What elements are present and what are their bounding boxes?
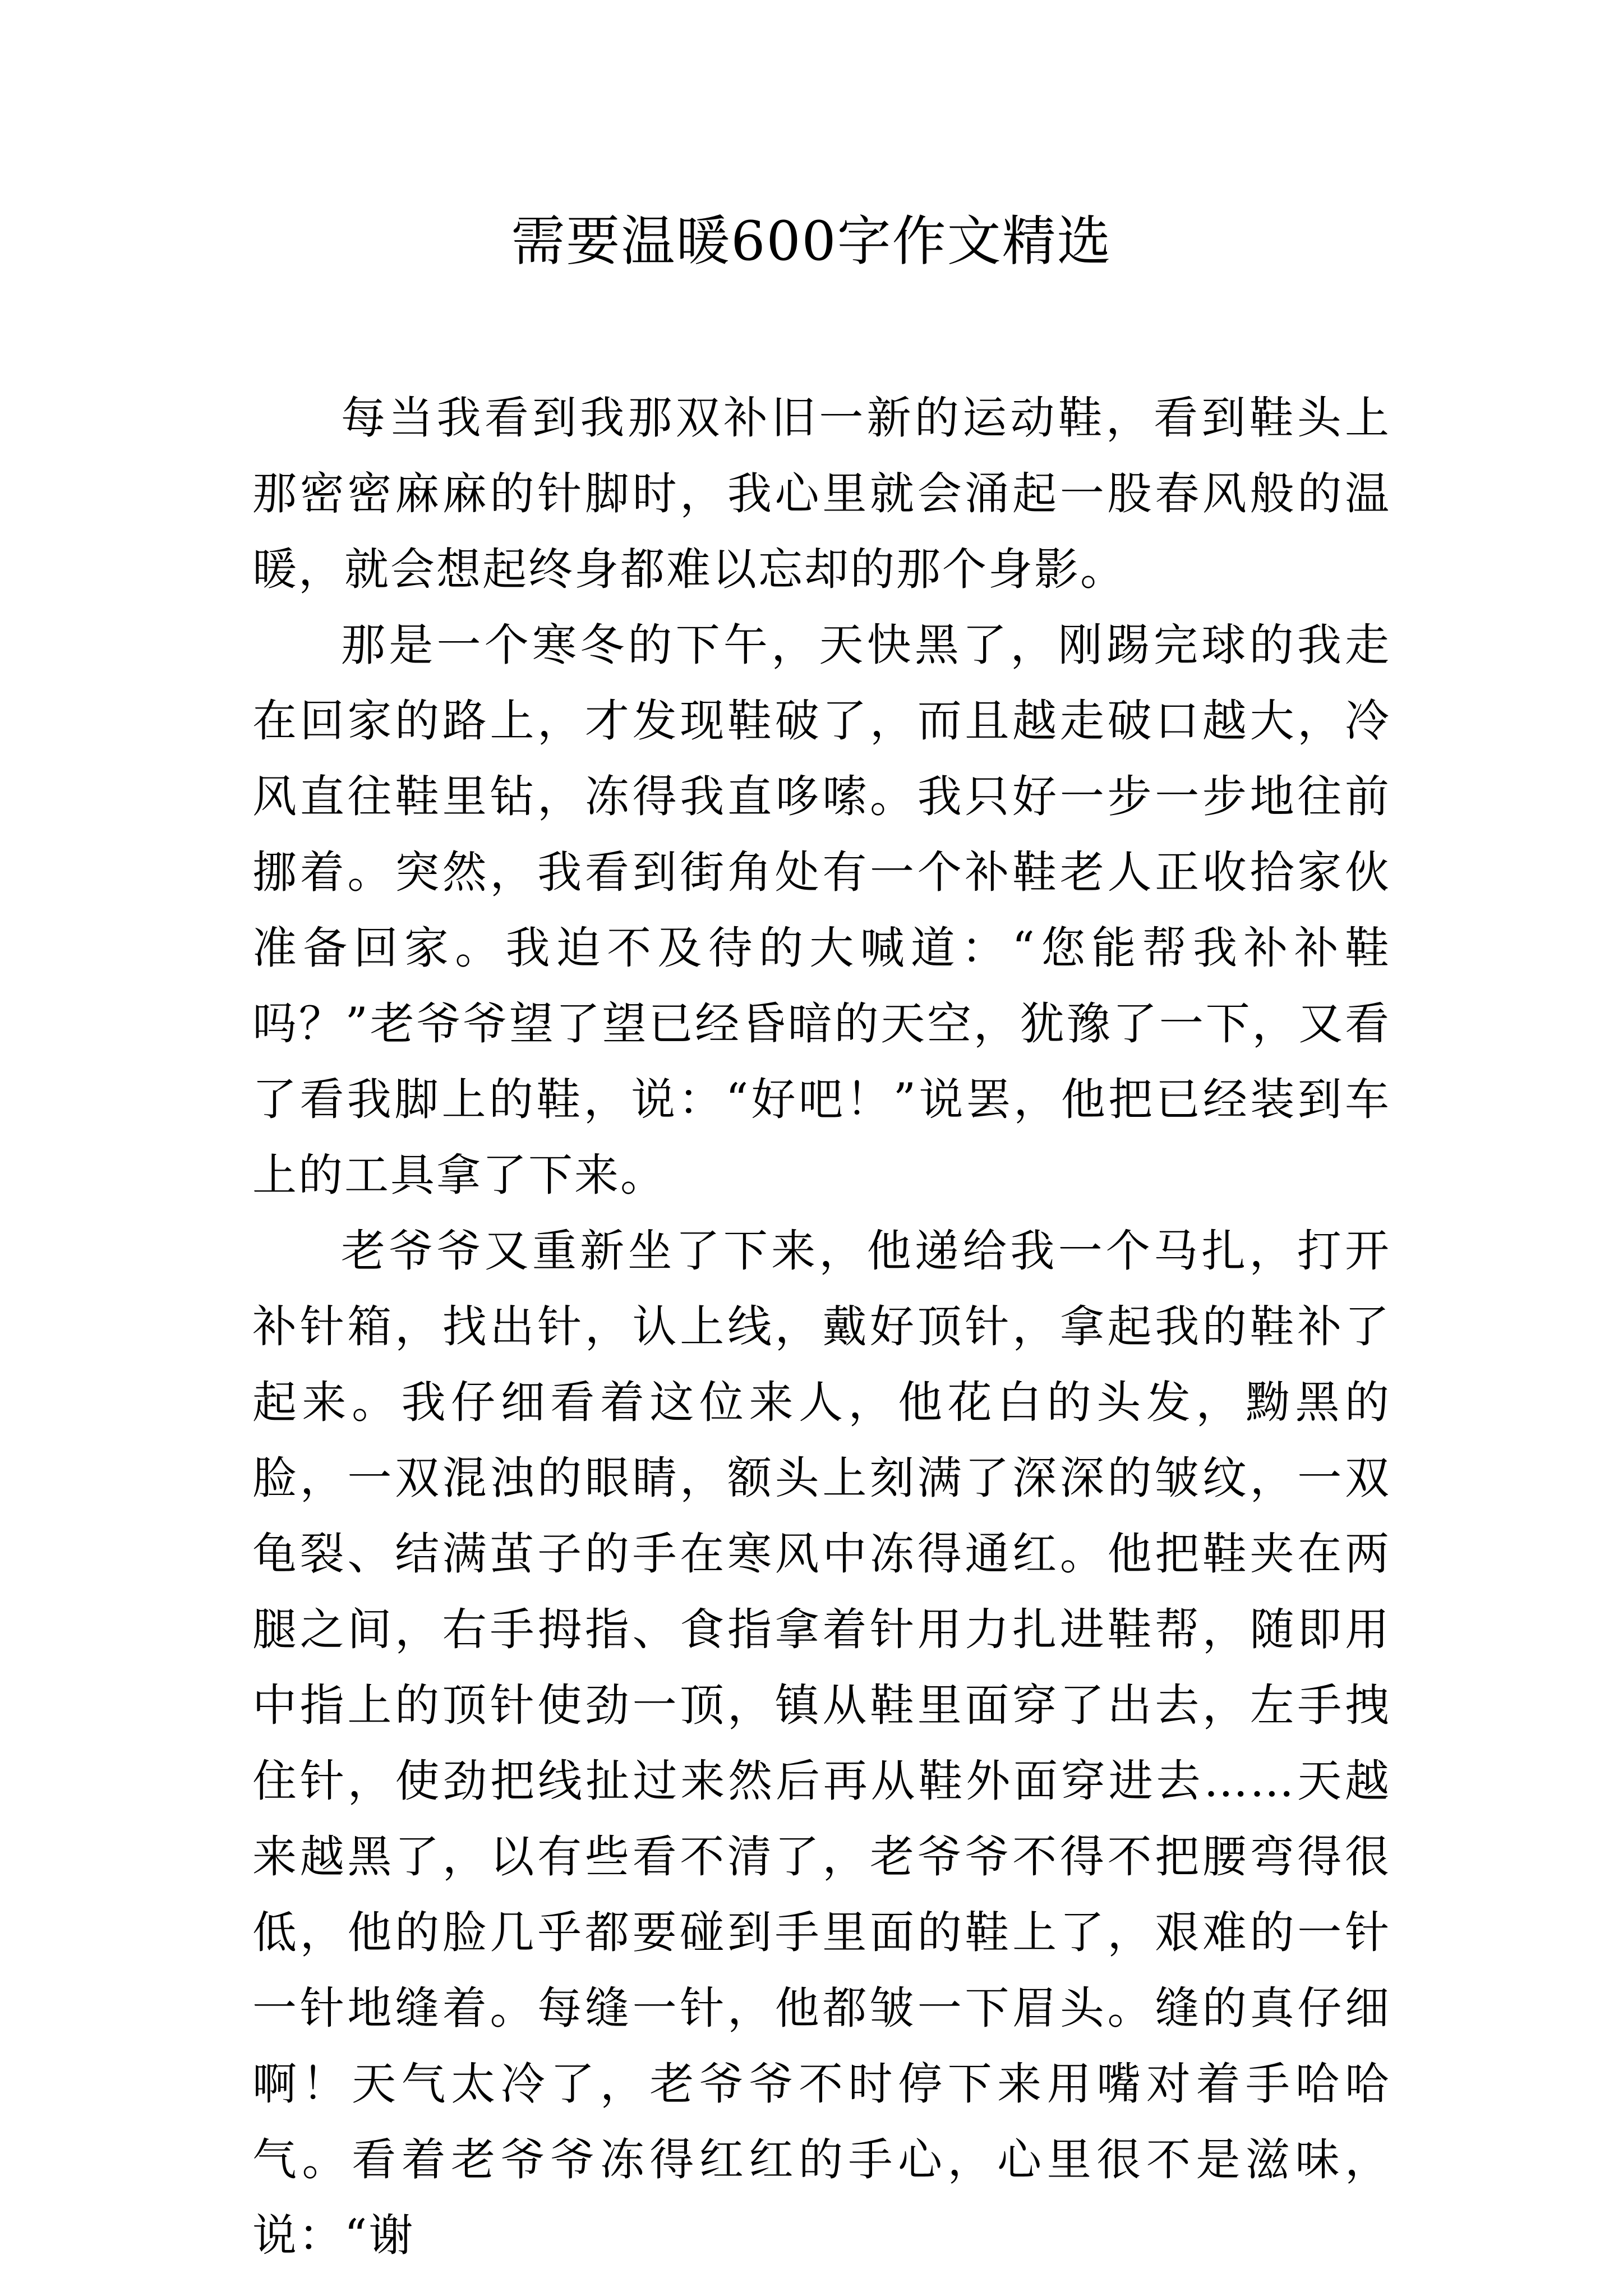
document-body	[252, 380, 1391, 2274]
paragraph-2: 那是一个寒冬的下午，天快黑了，刚踢完球的我走在回家的路上，才发现鞋破了，而且越走破口越大，冷风直往鞋里钻，冻得我直哆嗦。我只好一步一步地往前挪着。突然，我看到街角处有一个补鞋老人正收拾家伙准备回家。我迫不及待的大喊道：“您能帮我补补鞋吗？”老爷爷望了望已经昏暗的天空，犹豫了一下，又看了看我脚上的鞋，说：“好吧！”说罢，他把已经装到车上的工具拿了下来。	[252, 619, 1391, 1201]
document-title: 需要温暖600字作文精选	[511, 210, 1112, 273]
paragraph-3: 老爷爷又重新坐了下来，他递给我一个马扎，打开补针箱，找出针，认上线，戴好顶针，拿起我的鞋补了起来。我仔细看着这位来人，他花白的头发，黝黑的脸，一双混浊的眼睛，额头上刻满了深深的皱纹，一双龟裂、结满茧子的手在寒风中冻得通红。他把鞋夹在两腿之间，右手拇指、食指拿着针用力扎进鞋帮，随即用中指上的顶针使劲一顶，镇从鞋里面穿了出去，左手拽住针，使劲把线扯过来然后再从鞋外面穿进去……天越来越黑了，以有些看不清了，老爷爷不得不把腰弯得很低，他的脸几乎都要碰到手里面的鞋上了，艰难的一针一针地缝着。每缝一针，他都皱一下眉头。缝的真仔细啊！天气太冷了，老爷爷不时停下来用嘴对着手哈哈气。看着老爷爷冻得红红的手心，心里很不是滋味，说：“谢	[252, 1225, 1391, 2261]
paragraph-1: 每当我看到我那双补旧一新的运动鞋，看到鞋头上那密密麻麻的针脚时，我心里就会涌起一股春风般的温暖，就会想起终身都难以忘却的那个身影。	[252, 392, 1391, 595]
